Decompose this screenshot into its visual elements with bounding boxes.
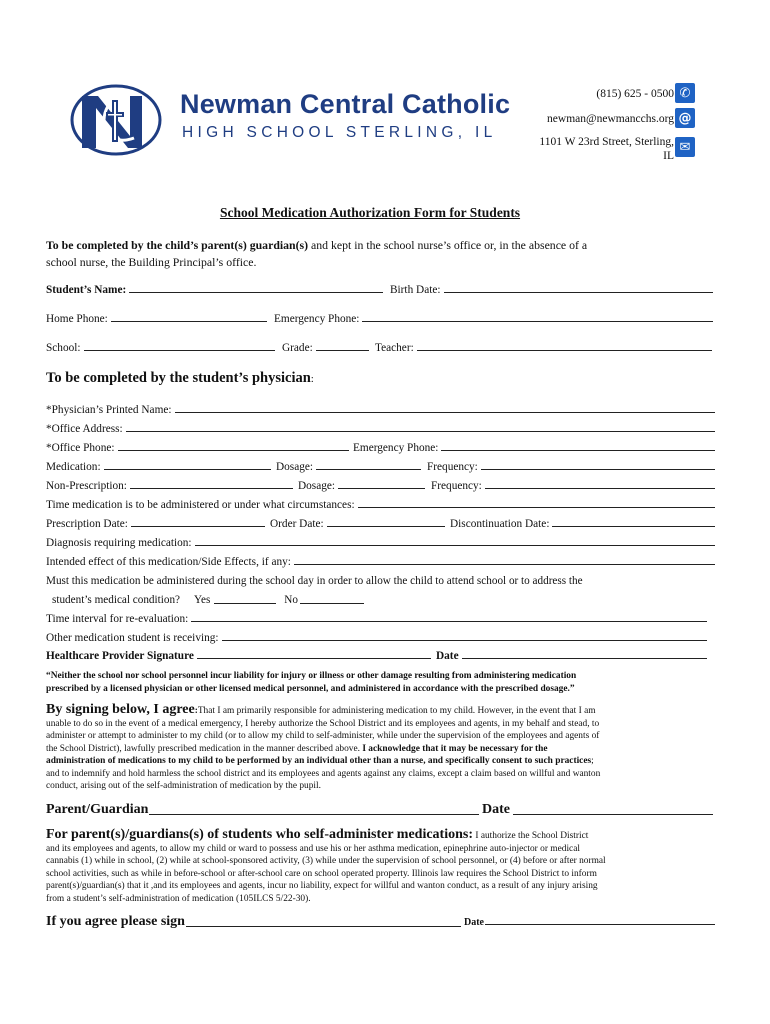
- medication-field[interactable]: [46, 461, 274, 473]
- self-admin-line-3: cannabis (1) while in school, (2) while at school-sponsored activity, (3) while under the supervision of school personnel, or (4) before or after normal: [46, 856, 606, 866]
- self-admin-line-4: school activities, such as while in before-school or after-school care on school operated property. Illinois law requires the School District to inform: [46, 868, 597, 879]
- grade-label: Grade:: [282, 342, 313, 354]
- liability-quote: [46, 670, 576, 695]
- signing-line-4-bold: I acknowledge that it may be necessary for the: [359, 743, 548, 754]
- signing-line-2: unable to do so in the event of a medical emergency, I hereby authorize the School District and its employees and agents, in my behalf and stead, to: [46, 718, 600, 729]
- intro-bold: To be completed by the child’s parent(s) guardian(s): [46, 238, 309, 252]
- intended-effect-field[interactable]: [46, 556, 718, 568]
- frequency-label: Frequency:: [427, 461, 478, 473]
- signing-line-3: administer or attempt to administer to my child (or to allow my child to self-administer, while under the supervision of the employees and agents of: [46, 731, 600, 741]
- office-phone-label: *Office Phone:: [46, 442, 115, 454]
- order-date-label: Order Date:: [270, 518, 324, 530]
- signing-line-7: conduct, arising out of the self-administration of medication by the pupil.: [46, 781, 321, 791]
- school-subtitle: HIGH SCHOOL STERLING, IL: [182, 124, 497, 141]
- parent-date-label: Date: [482, 802, 510, 817]
- form-title: School Medication Authorization Form for Students: [219, 205, 521, 220]
- self-admin-line-5: parent(s)/guardian(s) that it ,and its employees and agents, incur no liability, expect for willful and wanton conduct, as a result of any injury arising: [46, 881, 598, 891]
- provider-date-label: Date: [436, 650, 459, 662]
- student-name-field[interactable]: [46, 284, 386, 296]
- student-name-label: Student’s Name:: [46, 284, 127, 296]
- signing-line-4: the School District), lawfully prescribed medication in the manner described above.: [46, 743, 360, 754]
- diagnosis-label: Diagnosis requiring medication:: [46, 537, 192, 549]
- parent-guardian-label: Parent/Guardian: [46, 802, 149, 817]
- dosage-2-field[interactable]: [298, 480, 428, 492]
- frequency-2-field[interactable]: [431, 480, 718, 492]
- liability-quote-line-2: prescribed by a licensed physician or other licensed medical personnel, and administered in accordance with the prescribed dosage.”: [46, 683, 575, 694]
- time-interval-field[interactable]: [46, 613, 710, 625]
- parent-guardian-field[interactable]: [46, 802, 482, 818]
- agree-date-field[interactable]: [464, 917, 718, 928]
- self-administer-section: [46, 829, 726, 905]
- physician-heading-text: To be completed by the student’s physician: [46, 370, 311, 386]
- teacher-field[interactable]: [375, 342, 715, 354]
- physician-name-field[interactable]: [46, 404, 718, 416]
- address-line-2: IL: [663, 150, 674, 162]
- emergency-phone-label: Emergency Phone:: [274, 313, 360, 325]
- provider-date-field[interactable]: [436, 650, 710, 662]
- agree-date-label: Date: [464, 917, 484, 928]
- condition-label: student’s medical condition?: [52, 594, 181, 606]
- non-prescription-field[interactable]: [46, 480, 296, 492]
- physician-heading-colon: :: [310, 373, 314, 385]
- physician-emergency-phone-field[interactable]: [353, 442, 718, 454]
- email-address: newman@newmancchs.org: [547, 113, 674, 125]
- signing-line-1: That I am primarily responsible for administering medication to my child. However, in the event that I am: [197, 706, 596, 716]
- dosage-label: Dosage:: [276, 461, 314, 473]
- physician-emergency-phone-label: Emergency Phone:: [353, 442, 439, 454]
- newman-logo: [68, 82, 164, 158]
- provider-signature-field[interactable]: [46, 650, 434, 662]
- mail-icon: ✉: [675, 137, 695, 157]
- prescription-date-label: Prescription Date:: [46, 518, 128, 530]
- self-admin-line-2: and its employees and agents, to allow my child or ward to possess and use his or her asthma medication, epinephrine auto-injector or medical: [46, 843, 580, 854]
- school-field[interactable]: [46, 342, 278, 354]
- no-blank[interactable]: [300, 603, 364, 604]
- time-administered-label: Time medication is to be administered or under what circumstances:: [46, 499, 355, 511]
- non-prescription-label: Non-Prescription:: [46, 480, 127, 492]
- physician-heading: [46, 370, 314, 387]
- self-admin-line-6: from a student’s self-administration of medication (105ILCS 5/22-30).: [46, 893, 311, 904]
- agree-sign-label: If you agree please sign: [46, 914, 185, 929]
- intended-effect-label: Intended effect of this medication/Side Effects, if any:: [46, 556, 291, 568]
- address-line-1: 1101 W 23rd Street, Sterling,: [539, 136, 674, 148]
- discontinuation-date-field[interactable]: [450, 518, 718, 530]
- teacher-label: Teacher:: [375, 342, 414, 354]
- prescription-date-field[interactable]: [46, 518, 268, 530]
- condition-line: [52, 594, 364, 606]
- emergency-phone-field[interactable]: [274, 313, 716, 325]
- birth-date-label: Birth Date:: [390, 284, 441, 296]
- discontinuation-date-label: Discontinuation Date:: [450, 518, 550, 530]
- self-admin-heading: For parent(s)/guardians(s) of students who self-administer medications:: [46, 827, 474, 842]
- agree-sign-field[interactable]: [46, 914, 464, 930]
- frequency-2-label: Frequency:: [431, 480, 482, 492]
- at-sign-icon: @: [675, 108, 695, 128]
- frequency-field[interactable]: [427, 461, 718, 473]
- signing-colon: :: [194, 706, 198, 716]
- phone-icon: ✆: [675, 83, 695, 103]
- parent-date-field[interactable]: [482, 802, 716, 818]
- office-phone-field[interactable]: [46, 442, 352, 454]
- other-medication-field[interactable]: [46, 632, 710, 644]
- school-label: School:: [46, 342, 81, 354]
- phone-number: (815) 625 - 0500: [596, 88, 674, 100]
- provider-signature-label: Healthcare Provider Signature: [46, 650, 194, 662]
- signing-line-5: administration of medications to my child to be performed by an individual other than a nurse, and specifically consent to such practices: [46, 756, 592, 766]
- signing-agreement: [46, 704, 726, 793]
- signing-heading: By signing below, I agree: [46, 702, 195, 717]
- birth-date-field[interactable]: [390, 284, 716, 296]
- medication-label: Medication:: [46, 461, 101, 473]
- order-date-field[interactable]: [270, 518, 448, 530]
- office-address-label: *Office Address:: [46, 423, 123, 435]
- yes-label: Yes: [194, 594, 211, 606]
- no-label: No: [284, 594, 298, 606]
- liability-quote-line-1: “Neither the school nor school personnel incur liability for injury or illness or other damage resulting from administering medication: [46, 671, 577, 681]
- time-interval-label: Time interval for re-evaluation:: [46, 613, 189, 625]
- office-address-field[interactable]: [46, 423, 718, 435]
- self-admin-line-1: I authorize the School District: [473, 831, 589, 841]
- intro-line-1: [46, 238, 587, 253]
- intro-line-2: school nurse, the Building Principal’s office.: [46, 255, 257, 269]
- other-medication-label: Other medication student is receiving:: [46, 632, 219, 644]
- school-name: Newman Central Catholic: [180, 89, 511, 119]
- signing-line-6: and to indemnify and hold harmless the school district and its employees and agents against any claims, except a claim based on willful and wanton: [46, 768, 601, 779]
- physician-name-label: *Physician’s Printed Name:: [46, 404, 172, 416]
- home-phone-field[interactable]: [46, 313, 270, 325]
- grade-field[interactable]: [282, 342, 372, 354]
- signing-line-5-end: ;: [591, 756, 594, 766]
- yes-blank[interactable]: [214, 603, 276, 604]
- intro-rest: and kept in the school nurse’s office or, in the absence of a: [308, 238, 588, 252]
- dosage-field[interactable]: [276, 461, 424, 473]
- time-administered-field[interactable]: [46, 499, 718, 511]
- dosage-2-label: Dosage:: [298, 480, 336, 492]
- must-administer-question: Must this medication be administered during the school day in order to allow the child to attend school or to address the: [46, 575, 583, 587]
- diagnosis-field[interactable]: [46, 537, 718, 549]
- home-phone-label: Home Phone:: [46, 313, 108, 325]
